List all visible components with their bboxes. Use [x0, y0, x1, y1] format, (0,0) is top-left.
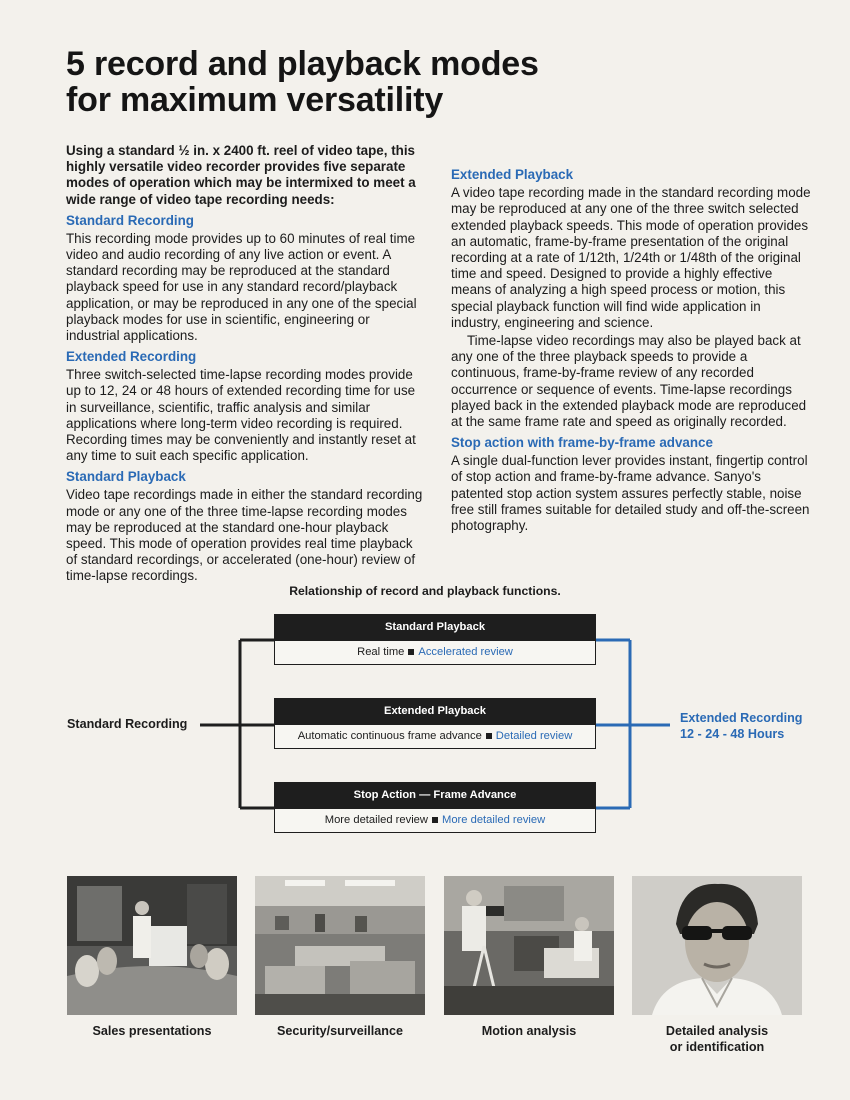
- square-bullet-icon: [408, 649, 414, 655]
- identification-caption-line-2: or identification: [669, 1039, 765, 1054]
- standard-playback-body: Video tape recordings made in either the standard recording mode or any one of the three time-lapse recording modes may be reproduced at the standard one-hour playback speed. This mode of operation provides real time playback of standard recordings, or accelerated (one-hour) review of time-lapse recordings.: [66, 487, 423, 584]
- box-right-text: Detailed review: [495, 730, 573, 742]
- motion-analysis-photo: [444, 876, 614, 1015]
- extended-recording-label-line-2: 12 - 24 - 48 Hours: [680, 726, 785, 741]
- diagram-title: Relationship of record and playback functions.: [289, 584, 561, 598]
- intro-paragraph: Using a standard ½ in. x 2400 ft. reel of video tape, this highly versatile video recorder provides five separate modes of operation which may be intermixed to meet a wide range of video tape recording needs:: [66, 143, 416, 207]
- text-column-left: [66, 143, 426, 584]
- extended-playback-body-1: A video tape recording made in the standard recording mode may be reproduced at any one of the three switch selected extended playback speeds. This mode of operation provides an automatic, frame-by-frame presentation of the original recording at a rate of 1/12th, 1/24th or 1/48th of the original time and speed. Designed to provide a highly effective means of analyzing a high speed process or motion, this special playback function will find wide application in industry, engineering and science.: [451, 185, 811, 330]
- standard-recording-label: Standard Recording: [67, 717, 188, 731]
- sales-presentation-photo: [67, 876, 237, 1015]
- box-left-text: Real time: [357, 646, 405, 658]
- stop-action-box: [274, 782, 596, 833]
- square-bullet-icon: [486, 733, 492, 739]
- box-left-text: Automatic continuous frame advance: [297, 730, 482, 742]
- square-bullet-icon: [432, 817, 438, 823]
- extended-recording-heading: Extended Recording: [66, 349, 197, 365]
- page-title: [66, 46, 539, 118]
- standard-playback-box: [274, 614, 596, 665]
- box-left-text: More detailed review: [324, 814, 428, 826]
- page-title-line-1: 5 record and playback modes: [66, 45, 539, 83]
- box-heading: Stop Action — Frame Advance: [274, 782, 596, 809]
- standard-playback-continuation: [451, 143, 811, 159]
- sales-presentation-caption: Sales presentations: [92, 1024, 212, 1038]
- stop-action-body: A single dual-function lever provides instant, fingertip control of stop action and frame-by-frame advance. Sanyo's patented stop action system assures perfectly stable, noise free still frames suitable for detailed study and off-the-screen photography.: [451, 453, 810, 534]
- blue-connectors: [596, 640, 670, 808]
- extended-playback-box: [274, 698, 596, 749]
- stop-action-heading: Stop action with frame-by-frame advance: [451, 435, 713, 451]
- motion-analysis-caption: Motion analysis: [481, 1024, 577, 1038]
- extended-recording-label-line-1: Extended Recording: [680, 711, 803, 725]
- box-body: [274, 641, 596, 665]
- box-body: [274, 725, 596, 749]
- identification-portrait-photo: [632, 876, 802, 1015]
- box-heading: Extended Playback: [274, 698, 596, 725]
- box-right-text: Accelerated review: [418, 646, 513, 658]
- standard-recording-body: This recording mode provides up to 60 minutes of real time video and audio recording of any live action or event. A standard recording may be reproduced at the standard playback speed for use in any standard record/playback application, or may be reproduced in any one of the special playback modes for use in scientific, engineering or industrial applications.: [66, 230, 417, 344]
- box-body: [274, 809, 596, 833]
- text-column-right: [451, 143, 811, 539]
- box-heading: Standard Playback: [274, 614, 596, 641]
- extended-recording-body: Three switch-selected time-lapse recording modes provide up to 12, 24 or 48 hours of extended recording time for use in surveillance, scientific, traffic analysis and similar applications where long-term video recording is required. Recording times may be conveniently and instantly reset at any time to suit each specific application.: [66, 367, 416, 464]
- security-surveillance-caption: Security/surveillance: [276, 1024, 403, 1038]
- identification-caption: [622, 1024, 812, 1055]
- identification-caption-line-1: Detailed analysis: [665, 1024, 769, 1038]
- extended-playback-heading: Extended Playback: [451, 167, 574, 183]
- standard-playback-heading: Standard Playback: [66, 469, 186, 485]
- extended-recording-label: [680, 711, 802, 742]
- page-title-line-2: for maximum versatility: [66, 81, 444, 119]
- dark-connectors: [200, 640, 274, 808]
- extended-playback-body-2: Time-lapse video recordings may also be played back at any one of the three playback speeds to provide a continuous, frame-by-frame review of any recorded occurrence or sequence of events. Time-lapse recordings played back in the extended playback mode are reproduced at the same frame rate and speed as originally recorded.: [451, 333, 807, 430]
- box-right-text: More detailed review: [442, 814, 546, 826]
- security-surveillance-photo: [255, 876, 425, 1015]
- standard-recording-heading: Standard Recording: [66, 212, 194, 228]
